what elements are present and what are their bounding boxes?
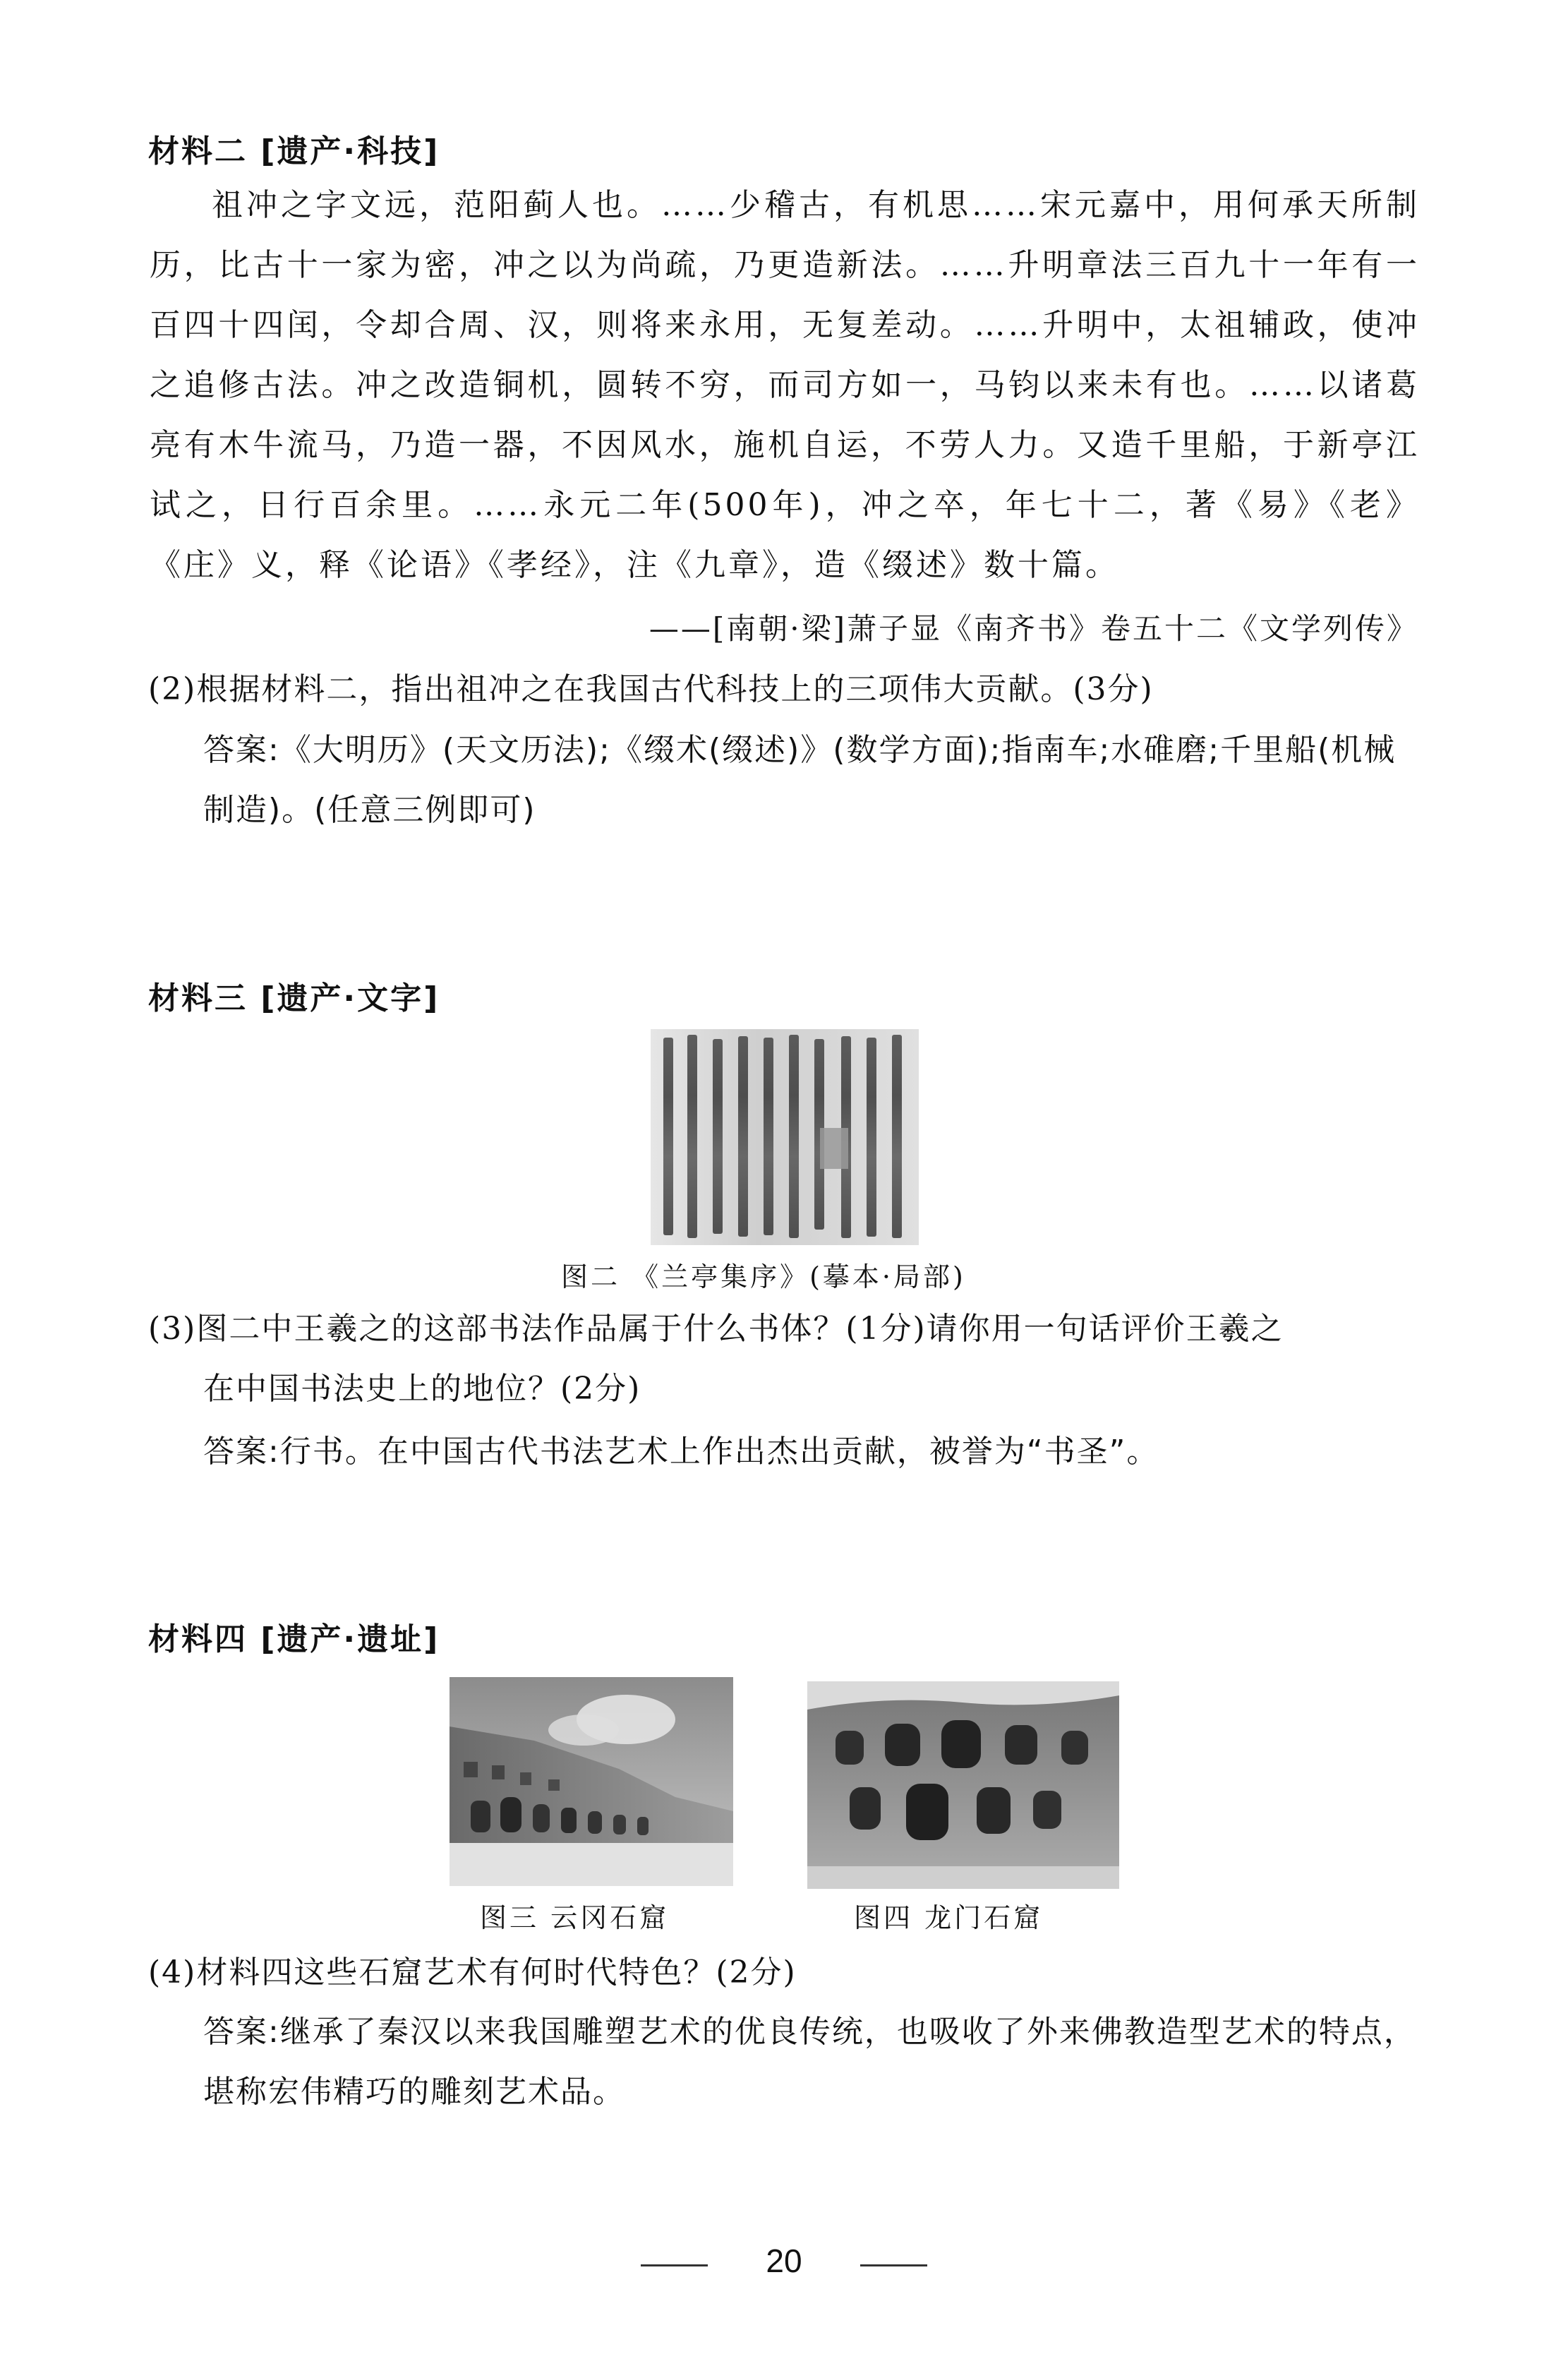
question-2-text: (2)根据材料二，指出祖冲之在我国古代科技上的三项伟大贡献。(3分) <box>148 671 1154 707</box>
page-footer <box>0 2242 1568 2284</box>
figure3-caption: 图三 云冈石窟 <box>480 1902 670 1933</box>
page-number: 20 <box>766 2242 802 2279</box>
answer-2: 答案:《大明历》(天文历法);《缀术(缀述)》(数学方面);指南车;水碓磨;千里船(机械制造)。(任意三例即可) <box>203 732 1397 828</box>
question-4-text: (4)材料四这些石窟艺术有何时代特色？(2分) <box>148 1954 797 1990</box>
figure4-caption: 图四 龙门石窟 <box>854 1902 1044 1933</box>
footer-rule-right <box>860 2264 927 2266</box>
lanting-calligraphy-image <box>651 1029 919 1245</box>
question-3 <box>148 1299 1425 1419</box>
answer-3: 答案:行书。在中国古代书法艺术上作出杰出贡献，被誉为“书圣”。 <box>203 1434 1159 1470</box>
material2-source: ——[南朝·梁]萧子显《南齐书》卷五十二《文学列传》 <box>649 611 1418 646</box>
seal-stamp <box>820 1128 848 1169</box>
answer-4: 答案:继承了秦汉以来我国雕塑艺术的优良传统，也吸收了外来佛教造型艺术的特点，堪称宏伟精巧的雕刻艺术品。 <box>203 2014 1416 2110</box>
yungang-grottoes-image <box>450 1677 733 1886</box>
question-2 <box>148 659 1425 719</box>
question-4 <box>148 1942 1425 2002</box>
material2-passage <box>150 175 1420 595</box>
material2-passage-text: 祖冲之字文远，范阳蓟人也。……少稽古，有机思……宋元嘉中，用何承天所制历，比古十一家为密，冲之以为尚疏，乃更造新法。……升明章法三百九十一年有一百四十四闰，令却合周、汉，则将来永用，无复差动。……升明中，太祖辅政，使冲之追修古法。冲之改造铜机，圆转不穷，而司方如一，马钧以来未有也。……以诸葛亮有木牛流马，乃造一器，不因风水，施机自运，不劳人力。又造千里船，于新亭江试之，日行百余里。……永元二年(500年)，冲之卒，年七十二，著《易》《老》《庄》义，释《论语》《孝经》，注《九章》，造《缀述》数十篇。 <box>150 187 1420 583</box>
figure2-caption: 图二 《兰亭集序》(摹本·局部) <box>561 1261 966 1292</box>
question-3-line1: (3)图二中王羲之的这部书法作品属于什么书体？(1分)请你用一句话评价王羲之 <box>148 1311 1284 1347</box>
longmen-grottoes-image <box>807 1681 1119 1889</box>
material4-label: 材料四 [遗产·遗址] <box>148 1621 440 1657</box>
material2-label: 材料二 [遗产·科技] <box>148 133 440 169</box>
material3-label: 材料三 [遗产·文字] <box>148 980 440 1016</box>
question-3-line2: 在中国书法史上的地位？(2分) <box>203 1371 641 1407</box>
